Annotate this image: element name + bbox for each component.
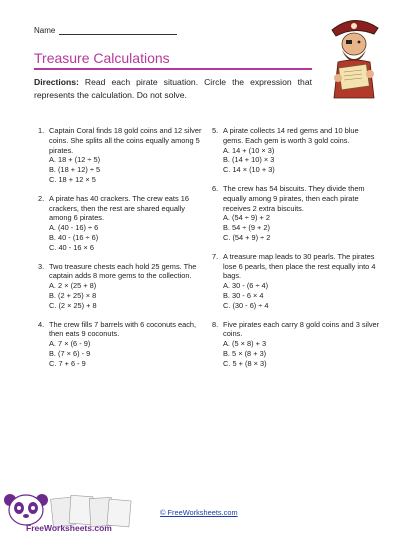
question-number: 7. xyxy=(212,251,219,261)
title-rule xyxy=(34,68,312,70)
question-text: Captain Coral finds 18 gold coins and 12 silver coins. She splits all the coins equally among 5 pirates. xyxy=(49,126,202,155)
directions-label: Directions: xyxy=(34,77,79,87)
answer-option[interactable]: B. (7 × 6) - 9 xyxy=(49,348,91,358)
question-text: Two treasure chests each hold 25 gems. The captain adds 8 more gems to the collection. xyxy=(49,261,197,281)
questions-right-column xyxy=(212,126,380,378)
question-number: 5. xyxy=(212,126,219,135)
answer-option[interactable]: A. 7 × (6 - 9) xyxy=(49,339,91,349)
question-8 xyxy=(212,320,380,369)
answer-option[interactable]: A. 2 × (25 + 8) xyxy=(49,281,97,291)
question-text: The crew has 54 biscuits. They divide them equally among 9 pirates, then each pirate receives 2 extra biscuits. xyxy=(223,183,365,213)
answer-option[interactable]: A. (5 × 8) + 3 xyxy=(223,339,267,349)
answer-option[interactable]: C. 18 + 12 × 5 xyxy=(49,174,96,184)
answer-option[interactable]: B. 5 × (8 + 3) xyxy=(223,348,267,358)
answer-option[interactable]: C. (30 - 6) ÷ 4 xyxy=(223,300,269,310)
directions xyxy=(34,76,312,101)
answer-option[interactable]: B. 30 - 6 × 4 xyxy=(223,290,264,300)
name-label: Name xyxy=(34,26,56,35)
answer-option[interactable]: A. 14 + (10 × 3) xyxy=(223,145,275,155)
answer-option[interactable]: B. (14 + 10) × 3 xyxy=(223,155,275,165)
name-line[interactable] xyxy=(59,26,177,35)
questions-left-column xyxy=(38,126,206,378)
answer-option[interactable]: C. 14 × (10 + 3) xyxy=(223,165,275,175)
answer-option[interactable]: C. 5 + (8 × 3) xyxy=(223,358,267,368)
question-text: Five pirates each carry 8 gold coins and 3 silver coins. xyxy=(223,319,380,339)
question-number: 3. xyxy=(38,261,45,271)
answer-option[interactable]: B. 40 - (16 ÷ 6) xyxy=(49,232,99,242)
directions-text: Read each pirate situation. Circle the expression that represents the calculation. Do not solve. xyxy=(34,77,312,100)
worksheet-title: Treasure Calculations xyxy=(34,50,170,66)
question-text: A pirate collects 14 red gems and 10 blue gems. Each gem is worth 3 gold coins. xyxy=(223,126,359,145)
question-number: 8. xyxy=(212,319,219,329)
logo-text: FreeWorksheets.com xyxy=(26,523,112,533)
answer-option[interactable]: A. 18 + (12 ÷ 5) xyxy=(49,155,101,165)
answer-option[interactable]: C. (2 × 25) + 8 xyxy=(49,300,97,310)
question-7 xyxy=(212,252,380,311)
question-number: 1. xyxy=(38,126,45,135)
question-1 xyxy=(38,126,206,185)
question-3 xyxy=(38,262,206,311)
question-5 xyxy=(212,126,380,175)
question-number: 2. xyxy=(38,193,45,203)
answer-option[interactable]: B. (2 + 25) × 8 xyxy=(49,290,97,300)
question-6 xyxy=(212,184,380,243)
answer-option[interactable]: C. 40 - 16 × 6 xyxy=(49,242,94,252)
question-text: A pirate has 40 crackers. The crew eats 16 crackers, then the rest are shared equally among 6 pirates. xyxy=(49,193,189,223)
answer-option[interactable]: C. 7 + 6 - 9 xyxy=(49,358,86,368)
answer-option[interactable]: A. (54 ÷ 9) + 2 xyxy=(223,213,270,223)
pirate-illustration xyxy=(318,12,390,100)
question-2 xyxy=(38,194,206,253)
question-number: 6. xyxy=(212,183,219,193)
question-text: A treasure map leads to 30 pearls. The pirates lose 6 pearls, then place the rest equally into 4 bags. xyxy=(223,251,376,281)
answer-option[interactable]: B. 54 ÷ (9 + 2) xyxy=(223,223,270,233)
name-row xyxy=(34,26,177,35)
answer-option[interactable]: A. (40 - 16) ÷ 6 xyxy=(49,223,99,233)
answer-option[interactable]: C. (54 + 9) ÷ 2 xyxy=(223,232,271,242)
answer-option[interactable]: A. 30 - (6 ÷ 4) xyxy=(223,281,269,291)
question-number: 4. xyxy=(38,319,45,329)
question-text: The crew fills 7 barrels with 6 coconuts each, then eats 9 coconuts. xyxy=(49,319,197,339)
answer-option[interactable]: B. (18 + 12) ÷ 5 xyxy=(49,165,101,175)
question-4 xyxy=(38,320,206,369)
footer-link[interactable]: © FreeWorksheets.com xyxy=(160,508,238,517)
